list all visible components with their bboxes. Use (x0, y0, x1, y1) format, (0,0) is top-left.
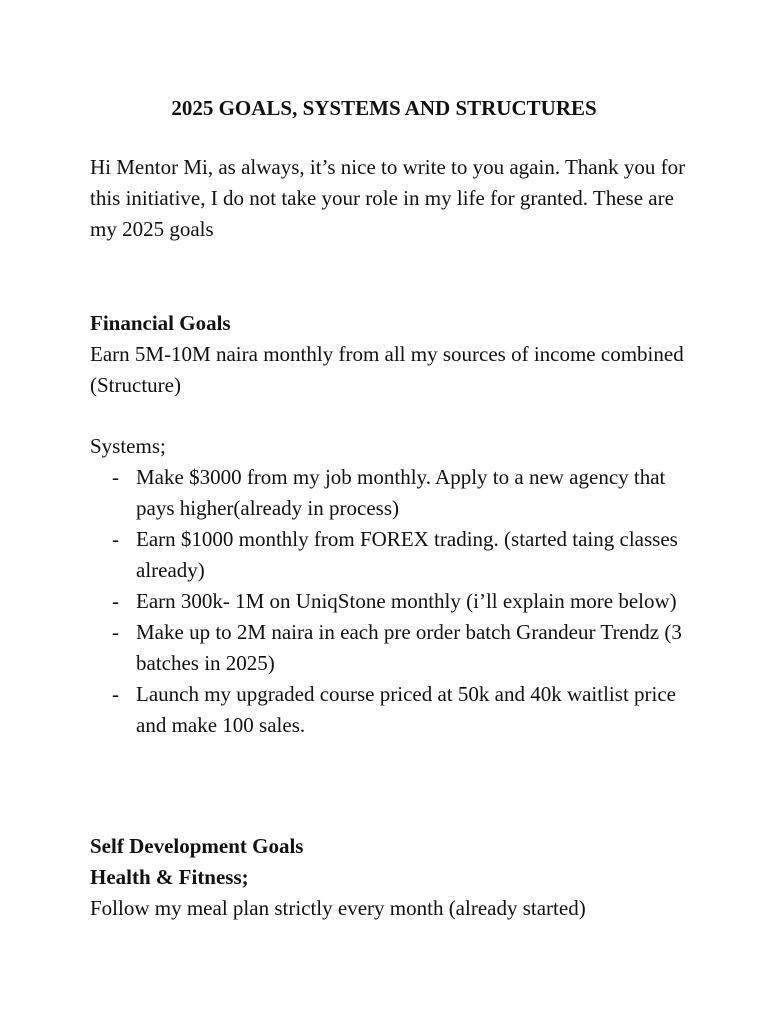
list-item-text: Make $3000 from my job monthly. Apply to a new agency that pays higher(already in process) (136, 465, 666, 520)
list-item (90, 462, 700, 524)
list-item-text: Earn 300k- 1M on UniqStone monthly (i’ll explain more below) (136, 589, 677, 613)
self-development-heading: Self Development Goals (90, 834, 304, 858)
bullet-dash: - (112, 465, 119, 489)
bullet-dash: - (112, 682, 119, 706)
list-item-text: Launch my upgraded course priced at 50k and 40k waitlist price and make 100 sales. (136, 682, 676, 737)
list-item (90, 679, 700, 741)
intro-paragraph: Hi Mentor Mi, as always, it’s nice to write to you again. Thank you for this initiative, I do not take your role in my life for granted. These are my 2025 goals (90, 155, 686, 241)
financial-goals-heading: Financial Goals (90, 311, 231, 335)
list-item-text: Make up to 2M naira in each pre order batch Grandeur Trendz (3 batches in 2025) (136, 620, 682, 675)
list-item (90, 524, 700, 586)
document-title: 2025 GOALS, SYSTEMS AND STRUCTURES (171, 96, 597, 120)
bullet-dash: - (112, 589, 119, 613)
list-item-text: Earn $1000 monthly from FOREX trading. (started taing classes already) (136, 527, 678, 582)
health-fitness-heading: Health & Fitness; (90, 865, 249, 889)
systems-list (90, 462, 700, 741)
systems-label: Systems; (90, 434, 166, 458)
health-fitness-description: Follow my meal plan strictly every month (already started) (90, 896, 586, 920)
list-item (90, 617, 700, 679)
list-item (90, 586, 700, 617)
bullet-dash: - (112, 620, 119, 644)
financial-goals-description: Earn 5M-10M naira monthly from all my sources of income combined (Structure) (90, 342, 684, 397)
bullet-dash: - (112, 527, 119, 551)
